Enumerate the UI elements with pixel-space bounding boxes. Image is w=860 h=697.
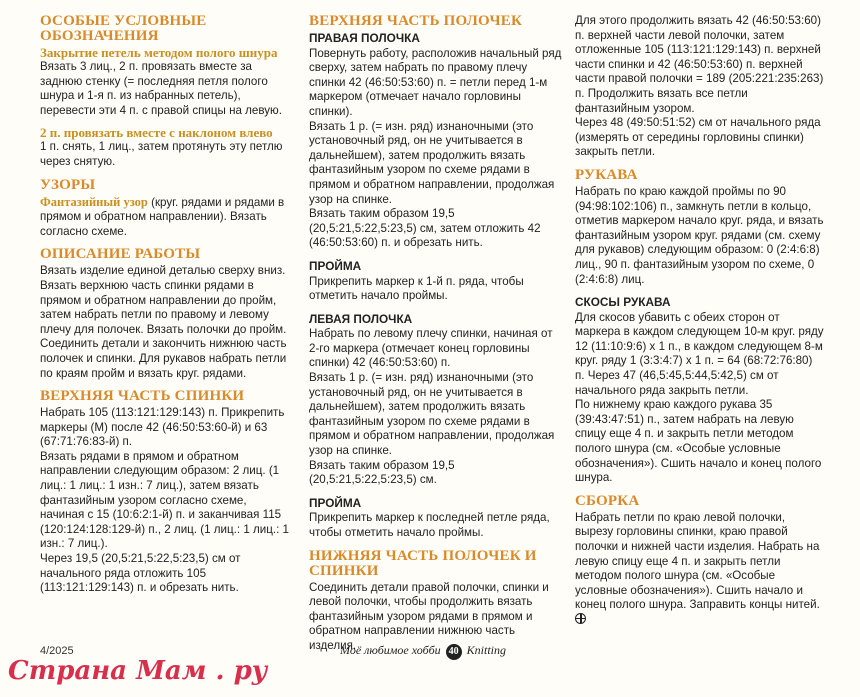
paragraph-cord: Вязать 3 лиц., 2 п. провязать вместе за заднюю стенку (= последняя петля полого шнура и 1-я п. из набранных петель), перевести эти 4 п. с правой спицы на левую. — [40, 60, 282, 117]
paragraph-right-3: Вязать таким образом 19,5 (20,5:21,5:22,5:23,5) см, затем отложить 42 (46:50:53:60) п. и обрезать нить. — [309, 207, 541, 250]
page-number: 40 — [446, 644, 462, 660]
paragraph-left-1: Набрать по левому плечу спинки, начиная от 2-го маркера (отмечает конец горловины спинки) 42 (46:50:53:60) п. — [309, 327, 553, 370]
paragraph-armhole-2: Прикрепить маркер к последней петле ряда, чтобы отметить начало проймы. — [309, 511, 550, 539]
section-heading-description: ОПИСАНИЕ РАБОТЫ — [40, 246, 201, 263]
column-left — [40, 14, 290, 596]
end-mark-icon — [575, 613, 586, 624]
paragraph-back-1: Набрать 105 (113:121:129:143) п. Прикрепить маркеры (М) после 42 (46:50:53:60-й) и 63 (67:71:76:83-й) п. — [40, 406, 285, 449]
subheading-sleeve-bevel: СКОСЫ РУКАВА — [575, 295, 671, 310]
paragraph-armhole-1: Прикрепить маркер к 1-й п. ряда, чтобы отметить начало проймы. — [309, 274, 524, 303]
subheading-k2tog: 2 п. провязать вместе с наклоном влево — [40, 125, 273, 141]
subheading-right-front: ПРАВАЯ ПОЛОЧКА — [309, 31, 420, 45]
fancy-text: (круг. рядами и рядами в прямом и обратном направлении). Вязать согласно схеме. — [40, 195, 285, 238]
paragraph-left-2: Вязать 1 р. (= изн. ряд) изнаночными (это установочный ряд, он не учитывается в дальнейшем), затем продолжить вязать фантазийным узором по схеме рядами в прямом и обратном направлении, продолжая узор на спинке. — [309, 371, 555, 458]
paragraph-sleeves: Набрать по краю каждой проймы по 90 (94:98:102:106) п., замкнуть петли в кольцо, отметив маркером начало круг. ряда, и вязать фантазийным узором круг. рядами (см. схему для рукавов) следующим образом: 0 (2:4:6:8) лиц., 90 п. фантазийным узором по схеме, 0 (2:4:6:8) лиц. — [575, 184, 824, 286]
assembly-text: Набрать петли по краю левой полочки, вырезу горловины спинки, краю правой полочки и нижней части изделия. Набрать на левую спицу еще 4 п. и закрыть петли методом полого шнура (см. «Особые условные обозначения»). Сшить начало и конец полого шнура. Заправить концы нитей. — [575, 510, 820, 612]
fancy-label: Фантазийный узор — [40, 194, 148, 209]
issue-number: 4/2025 — [40, 645, 74, 657]
magazine-name: Моё любимое хобби — [340, 643, 441, 657]
paragraph-continue: Для этого продолжить вязать 42 (46:50:53:60) п. верхней части левой полочки, затем отложенные 105 (113:121:129:143) п. верхней части спинки и 42 (46:50:53:60) п. верхней части правой полочки = 189 (205:221:235:263) п. Продолжить вязать все петли фантазийным узором. — [575, 14, 824, 115]
paragraph-continue-2: Через 48 (49:50:51:52) см от начального ряда (измерять от середины горловины спинки) закрыть петли. — [575, 116, 821, 159]
section-heading-symbols: ОСОБЫЕ УСЛОВНЫЕ ОБОЗНАЧЕНИЯ — [40, 13, 207, 44]
brand-name: Knitting — [466, 643, 506, 657]
paragraph-right-2: Вязать 1 р. (= изн. ряд) изнаночными (это установочный ряд, он не учитывается в дальнейшем), затем продолжить вязать фантазийным узором по схеме рядами в прямом и обратном направлении, продолжая узор на спинке. — [309, 119, 555, 206]
paragraph-fancy — [40, 195, 290, 240]
paragraph-assembly — [575, 511, 825, 628]
column-right — [575, 14, 825, 628]
paragraph-back-3: Через 19,5 (20,5:21,5:22,5:23,5) см от начального ряда отложить 105 (113:121:129:143) п. и обрезать нить. — [40, 552, 241, 595]
section-heading-patterns: УЗОРЫ — [40, 176, 96, 193]
subheading-left-front: ЛЕВАЯ ПОЛОЧКА — [309, 311, 413, 326]
subheading-armhole-2: ПРОЙМА — [309, 495, 362, 510]
paragraph-bevel: Для скосов убавить с обеих сторон от маркера в каждом следующем 10-м круг. ряду 12 (11:10:9:6) х 1 п., в каждом следующем 8-м круг. ряду 1 (3:3:4:7) х 1 п. = 64 (68:72:76:80) п. Через 47 (46,5:45,5:44,5:42,5) см от начального ряда закрыть петли. — [575, 310, 824, 397]
section-heading-lower: НИЖНЯЯ ЧАСТЬ ПОЛОЧЕК И СПИНКИ — [309, 547, 537, 579]
column-middle — [309, 14, 564, 654]
subheading-armhole-1: ПРОЙМА — [309, 258, 362, 273]
paragraph-back-2: Вязать рядами в прямом и обратном направлении следующим образом: 2 лиц. (1 лиц.: 1 лиц.: 1 изн.: 7 лиц.), затем вязать фантазийным узором согласно схеме, начиная с 15 (10:6:2:1-й) п. и заканчивая 115 (120:124:128:129-й) п., 2 лиц. (1 лиц.: 1 лиц.: 1 изн.: 7 лиц.). — [40, 449, 289, 551]
section-heading-front: ВЕРХНЯЯ ЧАСТЬ ПОЛОЧЕК — [309, 13, 523, 29]
section-heading-sleeves: РУКАВА — [575, 166, 638, 183]
paragraph-left-3: Вязать таким образом 19,5 (20,5:21,5:22,5:23,5) см. — [309, 458, 455, 487]
subheading-cord: Закрытие петель методом полого шнура — [40, 45, 278, 60]
page-footer — [340, 643, 506, 660]
paragraph-right-1: Повернуть работу, расположив начальный ряд сверху, затем набрать по правому плечу спинки 42 (46:50:53:60) п. = петли перед 1-м маркером (отмечает начало горловины спинки). — [309, 46, 562, 118]
section-heading-back: ВЕРХНЯЯ ЧАСТЬ СПИНКИ — [40, 388, 245, 405]
section-heading-assembly: СБОРКА — [575, 492, 640, 509]
paragraph-edge: По нижнему краю каждого рукава 35 (39:43:47:51) п., затем набрать на левую спицу еще 4 п. и закрыть петли методом полого шнура (см. «Особые условные обозначения»). Сшить начало и конец полого шнура. — [575, 398, 822, 485]
watermark: Страна Мам . ру — [8, 656, 268, 686]
paragraph-description: Вязать изделие единой деталью сверху вниз. Вязать верхнюю часть спинки рядами в прямом и обратном направлении до пройм, затем набрать петли по правому и левому плечу для полочек. Вязать полочки до пройм. Соединить детали и закончить нижнюю часть полочек и спинки. Для рукавов набрать петли по краям пройм и вязать круг. рядами. — [40, 264, 287, 380]
paragraph-k2tog: 1 п. снять, 1 лиц., затем протянуть эту петлю через снятую. — [40, 140, 283, 168]
paragraph-lower: Соединить детали правой полочки, спинки и левой полочки, чтобы продолжить вязать фантазийным узором рядами в прямом и обратном направлении нижнюю часть изделия. — [309, 580, 549, 652]
